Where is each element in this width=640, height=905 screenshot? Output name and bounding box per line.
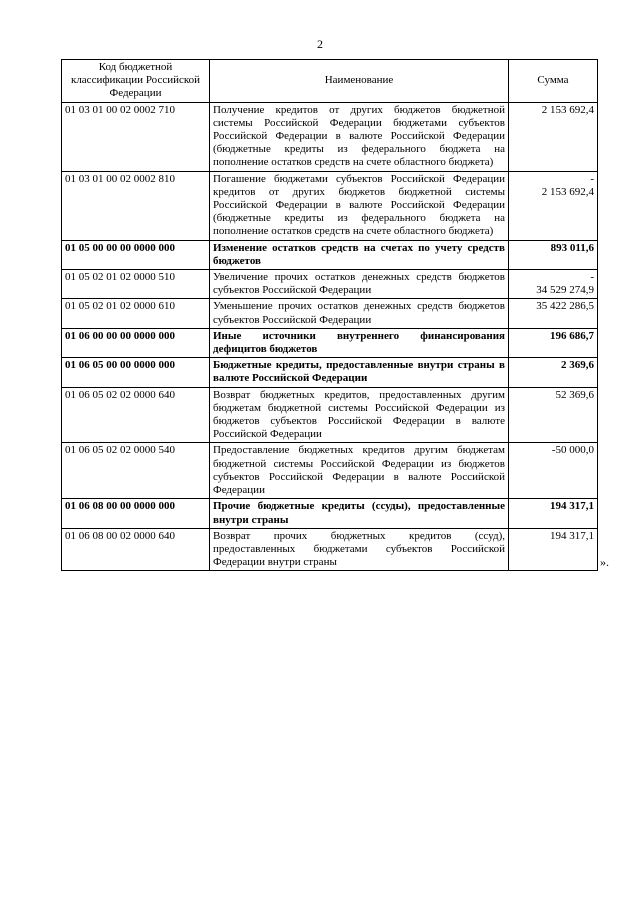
row-name: Бюджетные кредиты, предоставленные внутри страны в валюте Российской Федерации [210, 358, 509, 387]
row-name: Прочие бюджетные кредиты (ссуды), предоставленные внутри страны [210, 499, 509, 528]
table-row [62, 299, 598, 328]
closing-quote-mark: ». [600, 554, 609, 569]
row-name: Предоставление бюджетных кредитов другим бюджетам бюджетной системы Российской Федерации из бюджетов субъектов Российской Федерации в валюте Российской Федерации [210, 443, 509, 499]
table-row [62, 358, 598, 387]
row-sum: -50 000,0 [551, 444, 594, 457]
row-name: Погашение бюджетами субъектов Российской Федерации кредитов от других бюджетов бюджетной системы Российской Федерации в валюте Российской Федерации (бюджетные кредиты из федерального бюджета на пополнение остатков средств на счете областного бюджета) [210, 171, 509, 240]
row-sum: 2 153 692,4 [541, 185, 594, 198]
row-name: Изменение остатков средств на счетах по учету средств бюджетов [210, 240, 509, 269]
row-sum-cell [509, 387, 598, 443]
row-sum-sign: - [590, 172, 594, 185]
row-code: 01 06 00 00 00 0000 000 [62, 328, 210, 357]
row-code: 01 03 01 00 02 0002 710 [62, 102, 210, 171]
row-sum-sign: - [590, 271, 594, 284]
row-name: Возврат бюджетных кредитов, предоставленных другим бюджетам бюджетной системы Российской Федерации из бюджетов субъектов Российской Федерации в валюте Российской Федерации [210, 387, 509, 443]
table-row [62, 240, 598, 269]
row-code: 01 06 08 00 00 0000 000 [62, 499, 210, 528]
row-name: Иные источники внутреннего финансирования дефицитов бюджетов [210, 328, 509, 357]
header-sum: Сумма [509, 60, 598, 103]
row-sum: 35 422 286,5 [536, 300, 594, 313]
row-sum: 893 011,6 [550, 241, 594, 254]
row-code: 01 03 01 00 02 0002 810 [62, 171, 210, 240]
row-sum: 196 686,7 [550, 329, 594, 342]
table-row [62, 499, 598, 528]
table-row [62, 528, 598, 571]
row-sum-cell [509, 270, 598, 299]
row-code: 01 06 05 02 02 0000 540 [62, 443, 210, 499]
row-name: Получение кредитов от других бюджетов бюджетной системы Российской Федерации бюджетами субъектов Российской Федерации в валюте Российской Федерации (бюджетные кредиты из федерального бюджета на пополнение остатков средств на счете областного бюджета) [210, 102, 509, 171]
row-sum-cell [509, 328, 598, 357]
row-code: 01 06 08 00 02 0000 640 [62, 528, 210, 571]
row-sum-cell [509, 528, 598, 571]
table-row [62, 328, 598, 357]
table-row [62, 443, 598, 499]
row-name: Возврат прочих бюджетных кредитов (ссуд), предоставленных бюджетами субъектов Российской Федерации внутри страны [210, 528, 509, 571]
row-code: 01 06 05 00 00 0000 000 [62, 358, 210, 387]
row-sum: 2 369,6 [561, 359, 594, 372]
row-sum-cell [509, 171, 598, 240]
row-sum: 52 369,6 [555, 388, 594, 401]
budget-sources-table [61, 59, 598, 571]
row-sum: 34 529 274,9 [536, 284, 594, 297]
table-header-row [62, 60, 598, 103]
row-sum-cell [509, 499, 598, 528]
row-code: 01 05 02 01 02 0000 610 [62, 299, 210, 328]
row-sum: 194 317,1 [550, 500, 594, 513]
row-name: Уменьшение прочих остатков денежных средств бюджетов субъектов Российской Федерации [210, 299, 509, 328]
header-code: Код бюджетной классификации Российской Федерации [62, 60, 210, 103]
row-code: 01 05 00 00 00 0000 000 [62, 240, 210, 269]
header-name: Наименование [210, 60, 509, 103]
row-sum-cell [509, 443, 598, 499]
table-row [62, 270, 598, 299]
table-row [62, 102, 598, 171]
row-sum-cell [509, 299, 598, 328]
row-sum-cell [509, 240, 598, 269]
row-name: Увеличение прочих остатков денежных средств бюджетов субъектов Российской Федерации [210, 270, 509, 299]
table-row [62, 387, 598, 443]
row-code: 01 05 02 01 02 0000 510 [62, 270, 210, 299]
page-number: 2 [317, 37, 323, 51]
table-row [62, 171, 598, 240]
row-sum: 194 317,1 [550, 529, 594, 542]
row-sum-cell [509, 102, 598, 171]
row-sum-cell [509, 358, 598, 387]
row-sum: 2 153 692,4 [541, 103, 594, 116]
row-code: 01 06 05 02 02 0000 640 [62, 387, 210, 443]
